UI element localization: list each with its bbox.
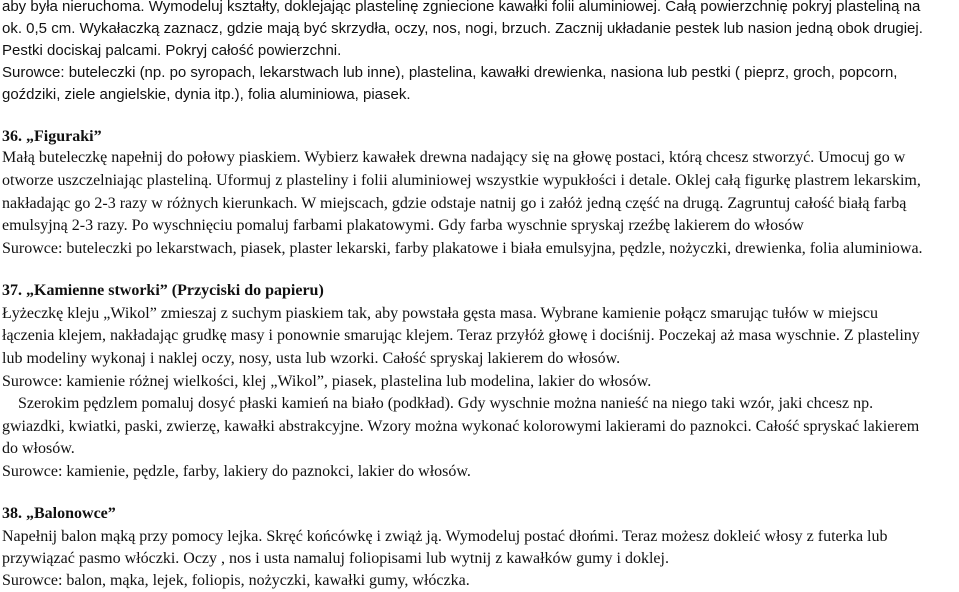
section-37-materials-1: Surowce: kamienie różnej wielkości, klej „Wikol”, piasek, plastelina lub modelina, lakier do włosów.	[2, 373, 652, 390]
intro-line-2: ok. 0,5 cm. Wykałaczką zaznacz, gdzie mają być skrzydła, oczy, nos, nogi, brzuch. Zacznij układanie pestek lub nasion jedną obok drugiej.	[2, 20, 923, 37]
section-37-line-2: łączenia klejem, nakładając grudkę masy i ponownie smarując klejem. Teraz przyłóż głowę i dociśnij. Poczekaj aż masa wyschnie. Z plasteliny	[2, 327, 920, 344]
section-36-line-1: Małą buteleczkę napełnij do połowy piaskiem. Wybierz kawałek drewna nadający się na głowę postaci, którą chcesz stworzyć. Umocuj go w	[2, 149, 906, 166]
section-37-line-1: Łyżeczkę kleju „Wikol” zmieszaj z suchym piaskiem tak, aby powstała gęsta masa. Wybrane kamienie połącz smarując tułów w miejscu	[2, 305, 878, 322]
section-36-line-2: otworze uszczelniając plasteliną. Uformuj z plasteliny i folii aluminiowej wszystkie wypukłości i detale. Oklej całą figurkę plastrem lekarskim,	[2, 172, 921, 189]
section-37-heading: 37. „Kamienne stworki” (Przyciski do papieru)	[2, 282, 324, 299]
intro-materials-line-2: goździki, ziele angielskie, dynia itp.), folia aluminiowa, piasek.	[2, 86, 411, 103]
section-38-heading: 38. „Balonowce”	[2, 505, 116, 522]
section-37-line-3: lub modeliny wykonaj i naklej oczy, nosy, usta lub wzorki. Całość spryskaj lakierem do włosów.	[2, 350, 621, 367]
section-36-line-4: emulsyjną 2-3 razy. Po wyschnięciu pomaluj farbami plakatowymi. Gdy farba wyschnie spryskaj rzeźbę lakierem do włosów	[2, 217, 804, 234]
section-38-line-1: Napełnij balon mąką przy pomocy lejka. Skręć końcówkę i zwiąż ją. Wymodeluj postać dłońmi. Teraz możesz dokleić włosy z futerka lub	[2, 528, 888, 545]
section-37-materials-2: Surowce: kamienie, pędzle, farby, lakiery do paznokci, lakier do włosów.	[2, 463, 471, 480]
section-36-heading: 36. „Figuraki”	[2, 128, 102, 145]
intro-line-3: Pestki dociskaj palcami. Pokryj całość powierzchni.	[2, 42, 342, 59]
section-36-materials: Surowce: buteleczki po lekarstwach, piasek, plaster lekarski, farby plakatowe i biała emulsyjna, pędzle, nożyczki, drewienka, folia aluminiowa.	[2, 240, 923, 257]
section-37-line-5: do włosów.	[2, 440, 75, 457]
section-38-materials: Surowce: balon, mąka, lejek, foliopis, nożyczki, kawałki gumy, włóczka.	[2, 572, 470, 589]
section-38-line-2: przywiązać pasmo włóczki. Oczy , nos i usta namaluj foliopisami lub wytnij z kawałków gumy i doklej.	[2, 550, 669, 567]
intro-line-1: aby była nieruchoma. Wymodeluj kształty, doklejając plastelinę zgniecione kawałki folii aluminiowej. Całą powierzchnię pokryj plasteliną na	[2, 0, 921, 15]
section-37-indent-line: Szerokim pędzlem pomaluj dosyć płaski kamień na biało (podkład). Gdy wyschnie można nanieść na niego taki wzór, jaki chcesz np.	[18, 395, 874, 412]
section-36-line-3: nakładając go 2-3 razy w różnych kierunkach. W miejscach, gdzie odstaje natnij go i załóż jedną część na drugą. Zagruntuj całość białą farbą	[2, 195, 907, 212]
intro-materials-line-1: Surowce: buteleczki (np. po syropach, lekarstwach lub inne), plastelina, kawałki drewienka, nasiona lub pestki ( pieprz, groch, popcorn,	[2, 64, 898, 81]
section-37-line-4: gwiazdki, kwiatki, paski, zwierzę, kawałki abstrakcyjne. Wzory można wykonać kolorowymi lakierami do paznokci. Całość spryskać lakierem	[2, 418, 920, 435]
